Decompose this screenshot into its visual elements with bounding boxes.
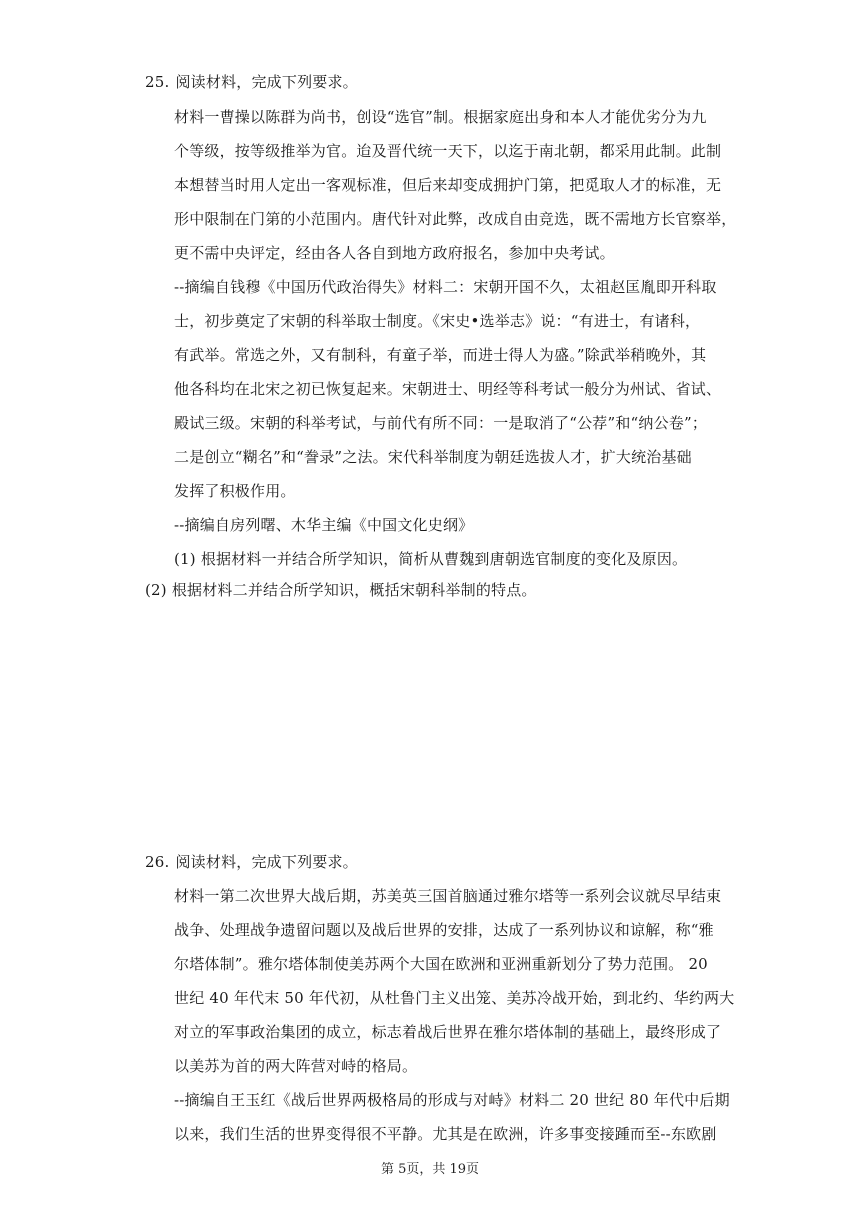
paragraph-line: 更不需中央评定，经由各人各自到地方政府报名，参加中央考试。 [174, 244, 615, 262]
paragraph-line: 有武举。常选之外，又有制科，有童子举，而进士得人为盛。”除武举稍晚外，其 [174, 346, 707, 364]
paragraph-line: 以美苏为首的两大阵营对峙的格局。 [174, 1057, 418, 1075]
question-prompt: 阅读材料，完成下列要求。 [175, 73, 358, 91]
paragraph-line: 以来，我们生活的世界变得很不平静。尤其是在欧洲，许多事变接踵而至--东欧剧 [174, 1125, 717, 1143]
question-number: 26. [145, 853, 170, 871]
paragraph-line: 对立的军事政治集团的成立，标志着战后世界在雅尔塔体制的基础上，最终形成了 [174, 1023, 722, 1041]
paragraph-line: 材料一第二次世界大战后期，苏美英三国首脑通过雅尔塔等一系列会议就尽早结束 [174, 887, 722, 905]
paragraph-line: 世纪 40 年代末 50 年代初，从杜鲁门主义出笼、美苏冷战开始，到北约、华约两大 [174, 989, 735, 1007]
paragraph-line: --摘编自王玉红《战后世界两极格局的形成与对峙》材料二 20 世纪 80 年代中后期 [174, 1091, 730, 1109]
source-citation: --摘编自房列曙、木华主编《中国文化史纲》 [174, 516, 474, 534]
question-prompt: 阅读材料，完成下列要求。 [175, 853, 358, 871]
sub-question-2: (2) 根据材料二并结合所学知识，概括宋朝科举制的特点。 [145, 581, 537, 599]
paragraph-line: 他各科均在北宋之初已恢复起来。宋朝进士、明经等科考试一般分为州试、省试、 [174, 380, 722, 398]
question-number: 25. [145, 73, 170, 91]
sub-question-1: (1) 根据材料一并结合所学知识，简析从曹魏到唐朝选官制度的变化及原因。 [174, 550, 688, 568]
paragraph-line: 殿试三级。宋朝的科举考试，与前代有所不同：一是取消了“公荐”和“纳公卷”； [174, 414, 708, 432]
page-footer: 第 5页，共 19页 [380, 1162, 480, 1177]
question-25-heading [145, 72, 358, 92]
paragraph-line: 本想替当时用人定出一客观标准，但后来却变成拥护门第，把觅取人才的标准，无 [174, 176, 722, 194]
paragraph-line: 发挥了积极作用。 [174, 482, 296, 500]
paragraph-line: 士，初步奠定了宋朝的科举取士制度。《宋史•选举志》说：“有进士，有诸科， [174, 312, 701, 330]
question-26-heading [145, 852, 358, 872]
paragraph-line: 尔塔体制”。雅尔塔体制使美苏两个大国在欧洲和亚洲重新划分了势力范围。 20 [174, 955, 708, 973]
paragraph-line: 形中限制在门第的小范围内。唐代针对此弊，改成自由竞选，既不需地方长官察举， [174, 210, 737, 228]
paragraph-line: 材料一曹操以陈群为尚书，创设“选官”制。根据家庭出身和本人才能优劣分为九 [174, 108, 707, 126]
paragraph-line: --摘编自钱穆《中国历代政治得失》材料二：宋朝开国不久，太祖赵匡胤即开科取 [174, 278, 717, 296]
paragraph-line: 二是创立“糊名”和“誊录”之法。宋代科举制度为朝廷选拔人才，扩大统治基础 [174, 448, 692, 466]
paragraph-line: 个等级，按等级推举为官。迨及晋代统一天下，以迄于南北朝，都采用此制。此制 [174, 142, 722, 160]
paragraph-line: 战争、处理战争遗留问题以及战后世界的安排，达成了一系列协议和谅解，称“雅 [174, 921, 714, 939]
